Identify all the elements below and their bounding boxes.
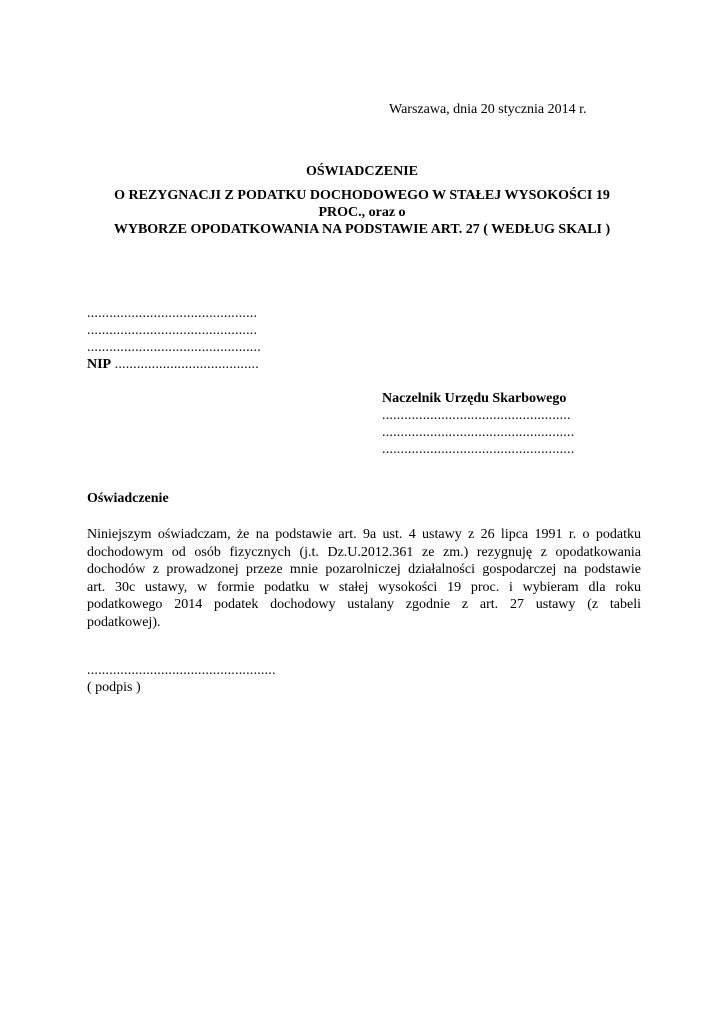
taxpayer-name-line: .............................................. (87, 306, 258, 321)
recipient-title: Naczelnik Urzędu Skarbowego (382, 391, 567, 406)
statement-line: dochodów z prowadzonej przeze mnie pozarolniczej działalności gospodarczej na podstawie (87, 562, 641, 577)
recipient-line-2: .................................................... (382, 425, 575, 440)
taxpayer-address-line-2: ............................................... (87, 340, 261, 355)
nip-line (87, 356, 259, 373)
statement-line: Niniejszym oświadczam, że na podstawie art. 9a ust. 4 ustawy z 26 lipca 1991 r. o podatku (87, 527, 641, 542)
statement-heading: Oświadczenie (87, 491, 169, 506)
nip-dots: ....................................... (114, 357, 259, 372)
recipient-line-1: ................................................... (382, 408, 571, 423)
statement-line: podatkowej). (87, 614, 161, 630)
nip-label: NIP (87, 357, 112, 372)
signature-line: ................................................... (87, 663, 276, 678)
taxpayer-address-line-1: .............................................. (87, 323, 258, 338)
statement-line: art. 30c ustawy, w formie podatku w stałej wysokości 19 proc. i wybieram dla roku (87, 579, 641, 595)
title-line-2: O REZYGNACJI Z PODATKU DOCHODOWEGO W STAŁEJ WYSOKOŚCI 19 (114, 188, 610, 203)
statement-line: dochodowym od osób fizycznych (j.t. Dz.U.2012.361 ze zm.) rezygnuję z opodatkowania (87, 544, 641, 560)
signature-label: ( podpis ) (87, 680, 141, 695)
statement-line: podatkowego 2014 podatek dochodowy ustalany zgodnie z art. 27 ustawy (z tabeli (87, 597, 641, 612)
recipient-line-3: .................................................... (382, 442, 575, 457)
title-line-3: PROC., oraz o (318, 205, 406, 220)
title-line-1: OŚWIADCZENIE (305, 164, 419, 179)
date-line: Warszawa, dnia 20 stycznia 2014 r. (389, 102, 587, 117)
title-line-4: WYBORZE OPODATKOWANIA NA PODSTAWIE ART. 27 ( WEDŁUG SKALI ) (113, 222, 611, 237)
